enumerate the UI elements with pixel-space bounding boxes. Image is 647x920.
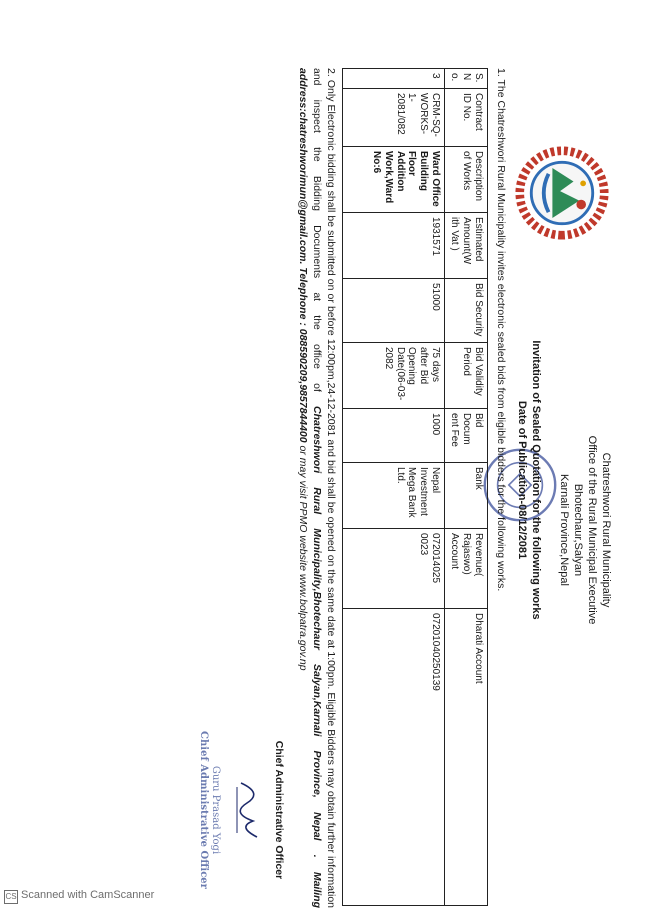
header-bid-validity: Bid Validity Period [445,343,488,409]
header-bank: Bank [445,463,488,529]
cell-sn: 3 [343,69,445,89]
stamp-name: Guru Prasad Yogi [209,765,221,855]
header-revenue-account: Revenue( Rajaswo) Account [445,529,488,609]
cell-bid-validity: 75 days after Bid Opening Date(06-03-2082 [343,343,445,409]
works-table [342,68,488,906]
table-header-row [445,69,488,906]
cell-dharati-account: 07201040250139 [343,609,445,906]
notice-title: Invitation of Sealed Quotation for the following works [530,340,542,620]
publication-date: Date of Publication-08/12/2081 [516,400,528,560]
signatory-title: Chief Administrative Officer [273,740,285,880]
location-text: Bhotechaur,Salyan [572,483,584,577]
intro-paragraph: 1. The Chatreshwori Rural Municipality invites electronic sealed bids from eligible bidders for the following works. [495,68,507,592]
scanner-footer-text: Scanned with CamScanner [21,889,155,901]
note-contact-tail: 9,9857844400 [296,375,309,443]
note-text-a: 2. Only Electronic bidding shall be submitted on or before 12:00pm,24-12-2081 and bid shall be opened on the same date at 1:00pm. Eligible Bidders may obtain further information and inspect the Bidding Documents at the office of [310,68,337,908]
document-sheet [35,60,620,915]
header-estimated-amount: Estimated Amount(W ith Vat ) [445,213,488,279]
cell-description: Ward Office Building Floor Addition Work,Ward No:6 [343,147,445,213]
stamp-designation: Chief Administrative Officer [198,731,210,889]
header-document-fee: Bid Docum ent Fee [445,409,488,463]
header-bid-security: Bid Security [445,279,488,343]
note-website: or may visit PPMO website www.bolpatra.gov.np [296,442,309,671]
scanner-footer [4,889,154,904]
note-contact-details: Chatreshwori Rural Municipality,Bhotechaur Salyan,Karnali Province, Nepal . Mailing address:chatreshworimun@gmail.com. Telephone : 08859020 [296,68,323,908]
municipality-name: Chatreshwori Rural Municipality [600,452,612,608]
signature-block [197,700,285,920]
cell-bank: Nepal Investment Mega Bank Ltd. [343,463,445,529]
bidding-instructions [295,68,338,908]
office-name: Office of the Rural Municipal Executive [586,435,598,625]
header-description: Description of Works [445,147,488,213]
header-sn: S. N o. [445,69,488,89]
handwritten-signature [231,775,267,845]
cell-contract-id: CRM-SQ-WORKS-1-2081/082 [343,89,445,147]
cell-document-fee: 1000 [343,409,445,463]
header-contract-id: Contract ID No. [445,89,488,147]
header-dharati-account: Dharati Account [445,609,488,906]
camscanner-icon: CS [4,890,18,904]
province-text: Karnali Province,Nepal [558,474,570,586]
table-row [343,69,445,906]
cell-estimated-amount: 1931571 [343,213,445,279]
cell-bid-security: 51000 [343,279,445,343]
cell-revenue-account: 072014025 0023 [343,529,445,609]
